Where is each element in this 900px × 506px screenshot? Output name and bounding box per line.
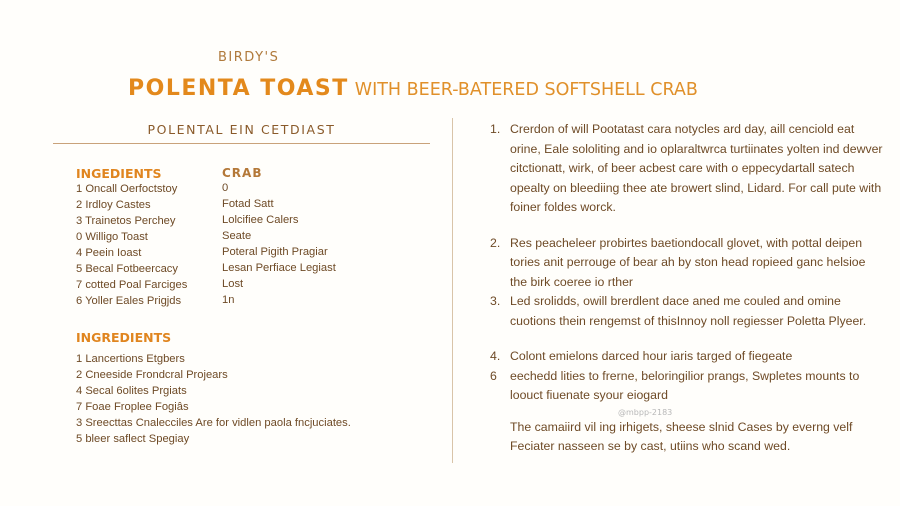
list-item: Lolcifiee Calers	[222, 214, 299, 226]
watermark: @mbpp-2183	[618, 407, 673, 417]
list-item: 1 Oncall Oerfoctstoy	[76, 183, 178, 195]
step-text: Crerdon of will Pootatast cara notycles ard day, aill cenciold eat orine, Eale sololiting and io oplaraltwrca turtiinates yolten ind dewver citctionatt, wirk, of beer acbest care with o eppecydartall satech opealty on bleediing thee ate browert slind, Lidard. For call pute with foiner foldes worck.	[510, 122, 883, 214]
step-number: 2.	[490, 235, 501, 250]
list-item: 1 Lancertions Etgbers	[76, 353, 185, 365]
list-item: 5 Becal Fotbeercacy	[76, 263, 178, 275]
list-item: Lost	[222, 278, 244, 290]
list-item: Poteral Pigith Pragiar	[222, 246, 328, 258]
step-number	[490, 418, 510, 457]
step-text: Res peacheleer probirtes baetiondocall glovet, with pottal deipen tories anit perrouge of bear ah by ston head ropieed ganc helsioe the birk coeree io rther	[510, 235, 866, 289]
brand-name: BIRDY'S	[218, 50, 280, 65]
step-text: Colont emielons darced hour iaris targed of fiegeate	[510, 349, 793, 363]
step-text: Led srolidds, owill brerdlent dace aned me couled and omine cuotions thein rengemst of thisInnoy noll regiesser Poletta Plyeer.	[510, 294, 867, 328]
step-item	[490, 234, 885, 293]
ingredients-heading: INGEDIENTS	[76, 166, 162, 181]
list-item: 0	[222, 182, 229, 194]
list-item: 2 Irdloy Castes	[76, 199, 151, 211]
step-number: 3.	[490, 294, 501, 308]
subtitle: POLENTAL EIN CETDIAST	[147, 122, 336, 137]
list-item: 3 Sreecttas Cnalecciles Are for vidlen paola fncjuciates.	[76, 417, 351, 429]
step-item	[490, 347, 885, 367]
list-item: 4 Peein Ioast	[76, 247, 142, 259]
list-item: Lesan Perfiace Legiast	[222, 262, 336, 274]
divider-horizontal	[53, 143, 430, 144]
step-text: eechedd lities to frerne, beloringilior prangs, Swpletes mounts to loouct fiuenate syour eiogard	[510, 368, 860, 402]
list-item: 2 Cneeside Frondcral Projears	[76, 369, 228, 381]
step-item	[490, 418, 885, 457]
step-text: The camaiird vil ing irhigets, sheese slnid Cases by everng velf Feciater nasseen se by cast, utiins who scand wed.	[510, 419, 853, 453]
recipe-title	[128, 76, 698, 101]
step-item	[490, 367, 885, 406]
step-number: 6	[490, 368, 497, 383]
divider-vertical	[452, 118, 453, 463]
title-rest: WITH BEER-BATERED SOFTSHELL CRAB	[354, 80, 698, 100]
ingredients-heading: INGREDIENTS	[76, 330, 172, 345]
title-bold: POLENTA TOAST	[128, 76, 349, 101]
step-item	[490, 292, 885, 331]
list-item: 6 Yoller Eales Prigjds	[76, 295, 182, 307]
ingredients-list-2	[76, 330, 351, 447]
list-item: 7 cotted Poal Farciges	[76, 279, 188, 291]
crab-list	[222, 166, 336, 308]
step-number: 1.	[490, 122, 501, 136]
crab-heading: CRAB	[222, 166, 263, 180]
step-item	[490, 120, 885, 218]
list-item: 3 Trainetos Perchey	[76, 215, 176, 227]
list-item: 1n	[222, 294, 235, 306]
list-item: 5 bleer saflect Spegiay	[76, 433, 190, 445]
method-steps	[490, 120, 885, 457]
ingredients-list-1	[76, 166, 216, 309]
list-item: 7 Foae Froplee Fogiâs	[76, 401, 189, 413]
list-item: 4 Secal 6olites Prgiats	[76, 385, 187, 397]
list-item: 0 Willigo Toast	[76, 231, 148, 243]
list-item: Fotad Satt	[222, 198, 274, 210]
step-number: 4.	[490, 349, 501, 363]
list-item: Seate	[222, 230, 252, 242]
